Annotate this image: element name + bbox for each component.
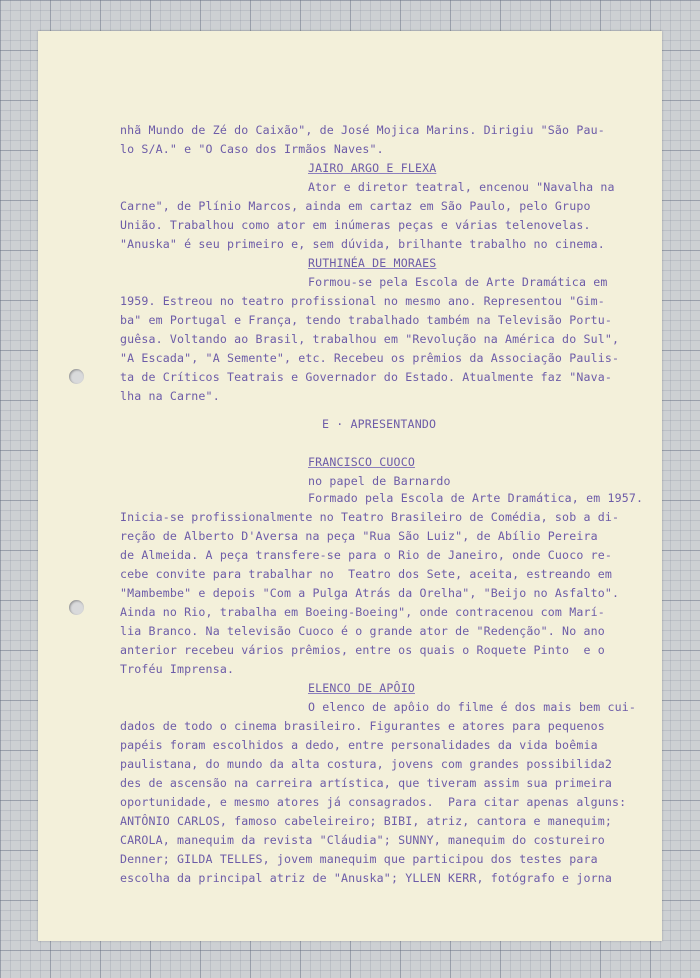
text-line: Inicia-se profissionalmente no Teatro Brasileiro de Comédia, sob a di-: [120, 510, 620, 524]
text-line: "Mambembe" e depois "Com a Pulga Atrás da Orelha", "Beijo no Asfalto".: [120, 586, 620, 600]
text-line: Denner; GILDA TELLES, jovem manequim que participou dos testes para: [120, 852, 598, 866]
text-line: "Anuska" é seu primeiro e, sem dúvida, brilhante trabalho no cinema.: [120, 237, 605, 251]
text-line: reção de Alberto D'Aversa na peça "Rua São Luiz", de Abílio Pereira: [120, 529, 598, 543]
section-heading: JAIRO ARGO E FLEXA: [308, 161, 437, 175]
section-heading: RUTHINÉA DE MORAES: [308, 256, 437, 270]
text-line: de Almeida. A peça transfere-se para o Rio de Janeiro, onde Cuoco re-: [120, 548, 612, 562]
text-line: cebe convite para trabalhar no Teatro dos Sete, aceita, estreando em: [120, 567, 612, 581]
text-line: lia Branco. Na televisão Cuoco é o grande ator de "Redenção". No ano: [120, 624, 605, 638]
punch-hole-bottom: [69, 600, 84, 615]
text-line: 1959. Estreou no teatro profissional no mesmo ano. Representou "Gim-: [120, 294, 605, 308]
typewritten-page: [38, 31, 662, 941]
text-line: O elenco de apôio do filme é dos mais bem cui-: [308, 700, 636, 714]
text-line: Carne", de Plínio Marcos, ainda em cartaz em São Paulo, pelo Grupo: [120, 199, 591, 213]
text-line: nhã Mundo de Zé do Caixão", de José Mojica Marins. Dirigiu "São Pau-: [120, 123, 605, 137]
text-line: Ator e diretor teatral, encenou "Navalha na: [308, 180, 615, 194]
text-line: ta de Críticos Teatrais e Governador do Estado. Atualmente faz "Nava-: [120, 370, 612, 384]
text-line: Troféu Imprensa.: [120, 662, 235, 676]
text-line: lo S/A." e "O Caso dos Irmãos Naves".: [120, 142, 384, 156]
text-line: E · APRESENTANDO: [322, 417, 437, 431]
section-heading: FRANCISCO CUOCO: [308, 455, 415, 469]
text-line: Ainda no Rio, trabalha em Boeing-Boeing", onde contracenou com Marí-: [120, 605, 605, 619]
text-line: papéis foram escolhidos a dedo, entre personalidades da vida boêmia: [120, 738, 598, 752]
text-line: ba" em Portugal e França, tendo trabalhado também na Televisão Portu-: [120, 313, 612, 327]
text-line: "A Escada", "A Semente", etc. Recebeu os prêmios da Associação Paulis-: [120, 351, 620, 365]
text-line: guêsa. Voltando ao Brasil, trabalhou em "Revolução na América do Sul",: [120, 332, 620, 346]
text-line: ANTÔNIO CARLOS, famoso cabeleireiro; BIBI, atriz, cantora e manequim;: [120, 814, 612, 828]
text-line: anterior recebeu vários prêmios, entre os quais o Roquete Pinto e o: [120, 643, 605, 657]
text-line: des de ascensão na carreira artística, que tiveram assim sua primeira: [120, 776, 612, 790]
text-line: CAROLA, manequim da revista "Cláudia"; SUNNY, manequim do costureiro: [120, 833, 605, 847]
section-heading: ELENCO DE APÔIO: [308, 681, 415, 695]
text-line: Formado pela Escola de Arte Dramática, em 1957.: [308, 491, 644, 505]
text-line: dados de todo o cinema brasileiro. Figurantes e atores para pequenos: [120, 719, 605, 733]
text-line: oportunidade, e mesmo atores já consagrados. Para citar apenas alguns:: [120, 795, 627, 809]
text-line: Formou-se pela Escola de Arte Dramática em: [308, 275, 608, 289]
text-line: escolha da principal atriz de "Anuska"; YLLEN KERR, fotógrafo e jorna: [120, 871, 612, 885]
punch-hole-top: [69, 369, 84, 384]
text-line: paulistana, do mundo da alta costura, jovens com grandes possibilida2: [120, 757, 612, 771]
text-line: lha na Carne".: [120, 389, 220, 403]
text-line: no papel de Barnardo: [308, 474, 451, 488]
text-line: União. Trabalhou como ator em inúmeras peças e várias telenovelas.: [120, 218, 591, 232]
